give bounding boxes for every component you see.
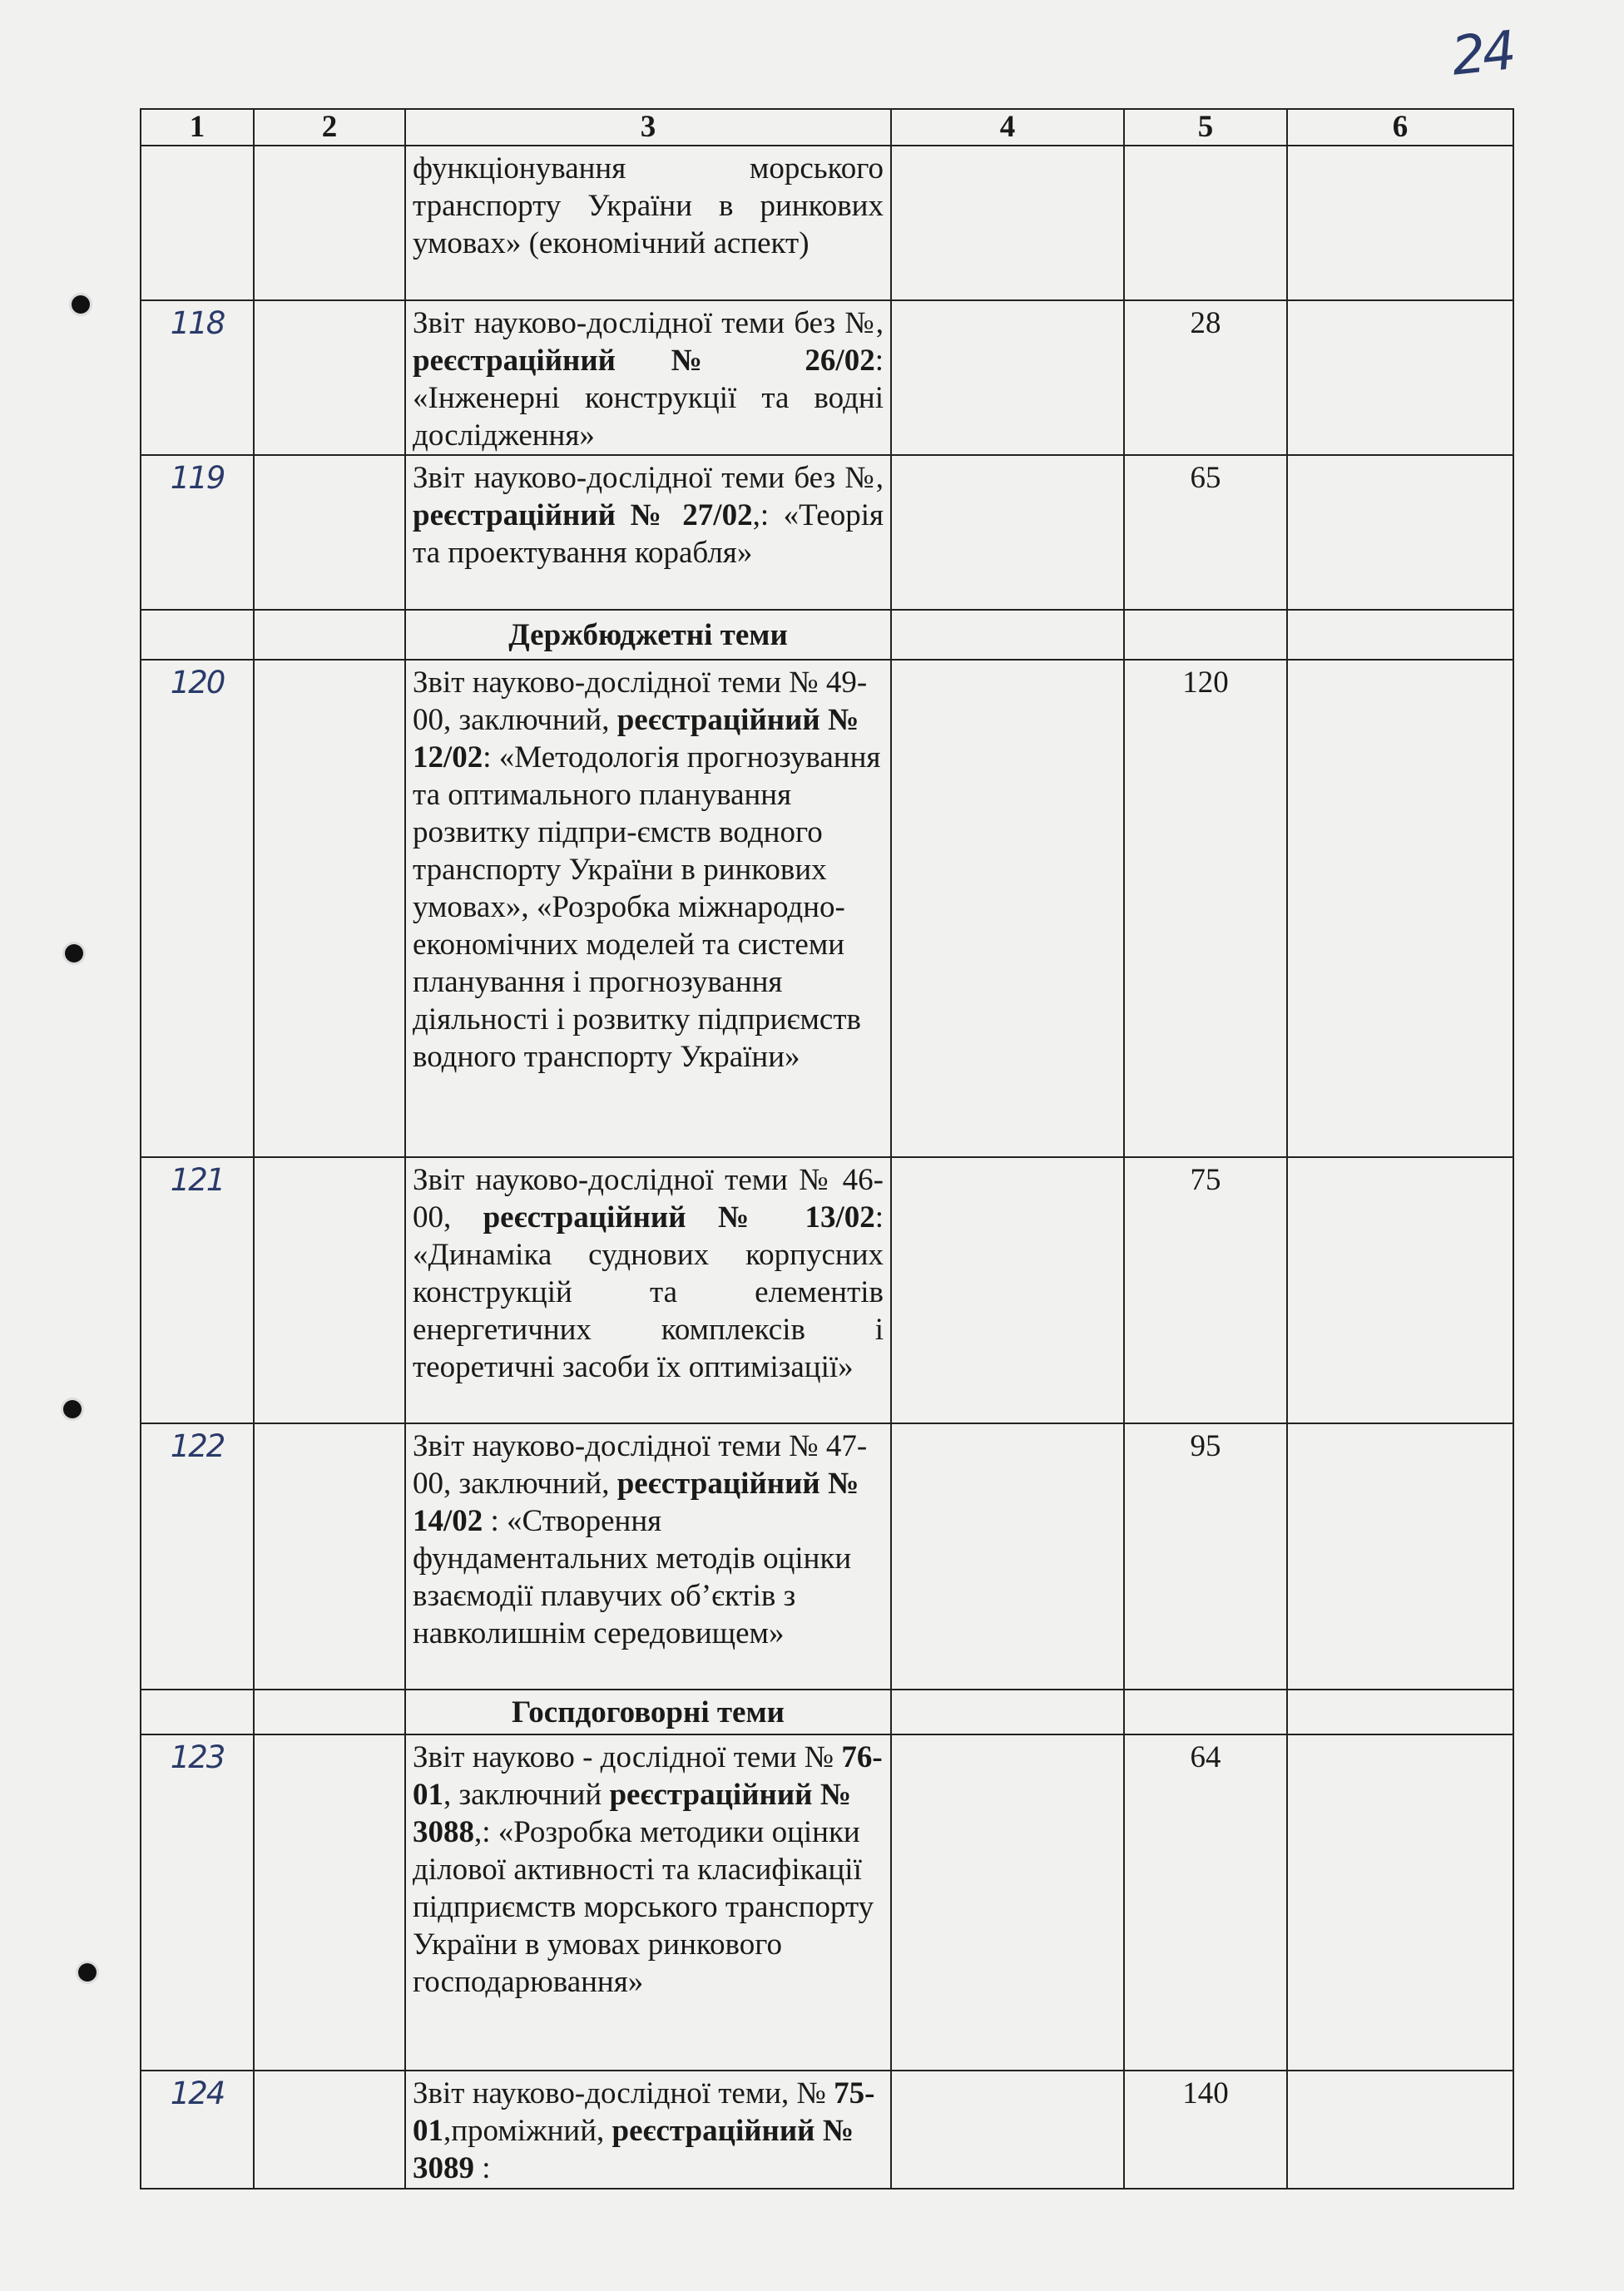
registration-text: реєстраційний № 12/02: [413, 703, 859, 774]
register-table: [140, 108, 1514, 2190]
page-count: 120: [1124, 660, 1287, 1157]
column-header: 4: [891, 109, 1124, 146]
item-description: [405, 455, 891, 610]
empty-cell: [254, 660, 405, 1157]
empty-cell: [1287, 610, 1513, 660]
table-row: [141, 146, 1513, 300]
item-number: 122: [141, 1423, 254, 1690]
punch-hole: [72, 295, 90, 314]
table-row: [141, 2071, 1513, 2189]
empty-cell: [1287, 146, 1513, 300]
description-text: : «Створення фундаментальних методів оцінки взаємодії плавучих об’єктів з навколишнім середовищем»: [413, 1504, 852, 1650]
empty-cell: [891, 455, 1124, 610]
item-number: 121: [141, 1157, 254, 1423]
empty-cell: [1287, 455, 1513, 610]
registration-text: реєстраційний № 3089: [413, 2114, 854, 2185]
item-description: [405, 1423, 891, 1690]
section-title: Держбюджетні теми: [405, 610, 891, 660]
description-text: : «Інженерні конструкції та водні дослідження»: [413, 344, 884, 453]
empty-cell: [891, 1423, 1124, 1690]
item-description: [405, 660, 891, 1157]
page-count: 95: [1124, 1423, 1287, 1690]
description-text: ,: «Розробка методики оцінки ділової активності та класифікації підприємств морського транспорту України в умовах ринкового господарювання»: [413, 1815, 874, 1999]
punch-hole: [63, 1400, 82, 1418]
register-body: [141, 146, 1513, 2189]
description-text: Звіт науково-дослідної теми, №: [413, 2076, 834, 2110]
description-text: ,проміжний,: [443, 2114, 612, 2148]
punch-hole: [65, 944, 83, 962]
item-number: 124: [141, 2071, 254, 2189]
empty-cell: [254, 300, 405, 455]
description-text: Звіт науково-дослідної теми № 47-00, заключний,: [413, 1429, 868, 1501]
empty-cell: [254, 146, 405, 300]
empty-cell: [1287, 1734, 1513, 2071]
empty-cell: [891, 610, 1124, 660]
item-description: [405, 2071, 891, 2189]
item-number: 120: [141, 660, 254, 1157]
description-text: : «Методологія прогнозування та оптимального планування розвитку підпри-ємств водного транспорту України в ринкових умовах», «Розробка міжнародно-економічних моделей та системи планування і прогнозування діяльності і розвитку підприємств водного транспорту України»: [413, 740, 881, 1074]
empty-cell: [254, 610, 405, 660]
empty-cell: [1124, 1690, 1287, 1734]
description-text: , заключний: [443, 1778, 610, 1812]
item-number: 119: [141, 455, 254, 610]
column-header: 6: [1287, 109, 1513, 146]
empty-cell: [141, 1690, 254, 1734]
empty-cell: [891, 300, 1124, 455]
punch-hole: [78, 1963, 97, 1982]
page-number: 24: [1448, 20, 1517, 88]
description-text: Звіт науково - дослідної теми №: [413, 1740, 842, 1774]
empty-cell: [891, 1157, 1124, 1423]
page-count: 64: [1124, 1734, 1287, 2071]
empty-cell: [1287, 300, 1513, 455]
empty-cell: [891, 2071, 1124, 2189]
column-header: 1: [141, 109, 254, 146]
description-text: Звіт науково-дослідної теми № 49-00, заключний,: [413, 666, 868, 737]
page-count: 28: [1124, 300, 1287, 455]
item-number: [141, 146, 254, 300]
empty-cell: [1287, 1157, 1513, 1423]
empty-cell: [1287, 1690, 1513, 1734]
table-row: [141, 455, 1513, 610]
item-description: [405, 1734, 891, 2071]
header-row: [141, 109, 1513, 146]
empty-cell: [1287, 1423, 1513, 1690]
table-row: [141, 1734, 1513, 2071]
item-description: [405, 1157, 891, 1423]
description-text: Звіт науково-дослідної теми без №,: [413, 461, 884, 495]
registration-text: 75-01: [413, 2076, 875, 2148]
registration-text: реєстраційний № 14/02: [413, 1467, 859, 1538]
empty-cell: [1124, 610, 1287, 660]
empty-cell: [891, 660, 1124, 1157]
empty-cell: [254, 1734, 405, 2071]
column-header: 2: [254, 109, 405, 146]
description-text: :: [474, 2151, 491, 2185]
empty-cell: [1287, 2071, 1513, 2189]
item-description: [405, 146, 891, 300]
empty-cell: [254, 1690, 405, 1734]
page-count: 75: [1124, 1157, 1287, 1423]
page-count: [1124, 146, 1287, 300]
section-row: [141, 610, 1513, 660]
registration-text: реєстраційний № 13/02: [483, 1200, 875, 1235]
description-text: функціонування морського транспорту України в ринкових умовах» (економічний аспект): [413, 151, 884, 260]
table-row: [141, 300, 1513, 455]
table-row: [141, 1157, 1513, 1423]
empty-cell: [254, 2071, 405, 2189]
page-count: 65: [1124, 455, 1287, 610]
item-description: [405, 300, 891, 455]
empty-cell: [891, 146, 1124, 300]
empty-cell: [891, 1734, 1124, 2071]
registration-text: реєстраційний № 26/02: [413, 344, 875, 378]
item-number: 118: [141, 300, 254, 455]
registration-text: 76-01: [413, 1740, 883, 1812]
empty-cell: [141, 610, 254, 660]
description-text: Звіт науково-дослідної теми без №,: [413, 306, 884, 340]
item-number: 123: [141, 1734, 254, 2071]
description-text: ,: «Теорія та проектування корабля»: [413, 498, 884, 570]
column-header: 5: [1124, 109, 1287, 146]
empty-cell: [254, 1157, 405, 1423]
registration-text: реєстраційний № 3088: [413, 1778, 851, 1849]
description-text: : «Динаміка суднових корпусних конструкцій та елементів енергетичних комплексів і теоретичні засоби їх оптимізації»: [413, 1200, 884, 1384]
empty-cell: [254, 455, 405, 610]
empty-cell: [1287, 660, 1513, 1157]
section-row: [141, 1690, 1513, 1734]
column-header: 3: [405, 109, 891, 146]
table-row: [141, 660, 1513, 1157]
empty-cell: [891, 1690, 1124, 1734]
description-text: Звіт науково-дослідної теми № 46-00,: [413, 1163, 884, 1235]
page-count: 140: [1124, 2071, 1287, 2189]
section-title: Госпдоговорні теми: [405, 1690, 891, 1734]
table-row: [141, 1423, 1513, 1690]
registration-text: реєстраційний № 27/02: [413, 498, 753, 532]
empty-cell: [254, 1423, 405, 1690]
